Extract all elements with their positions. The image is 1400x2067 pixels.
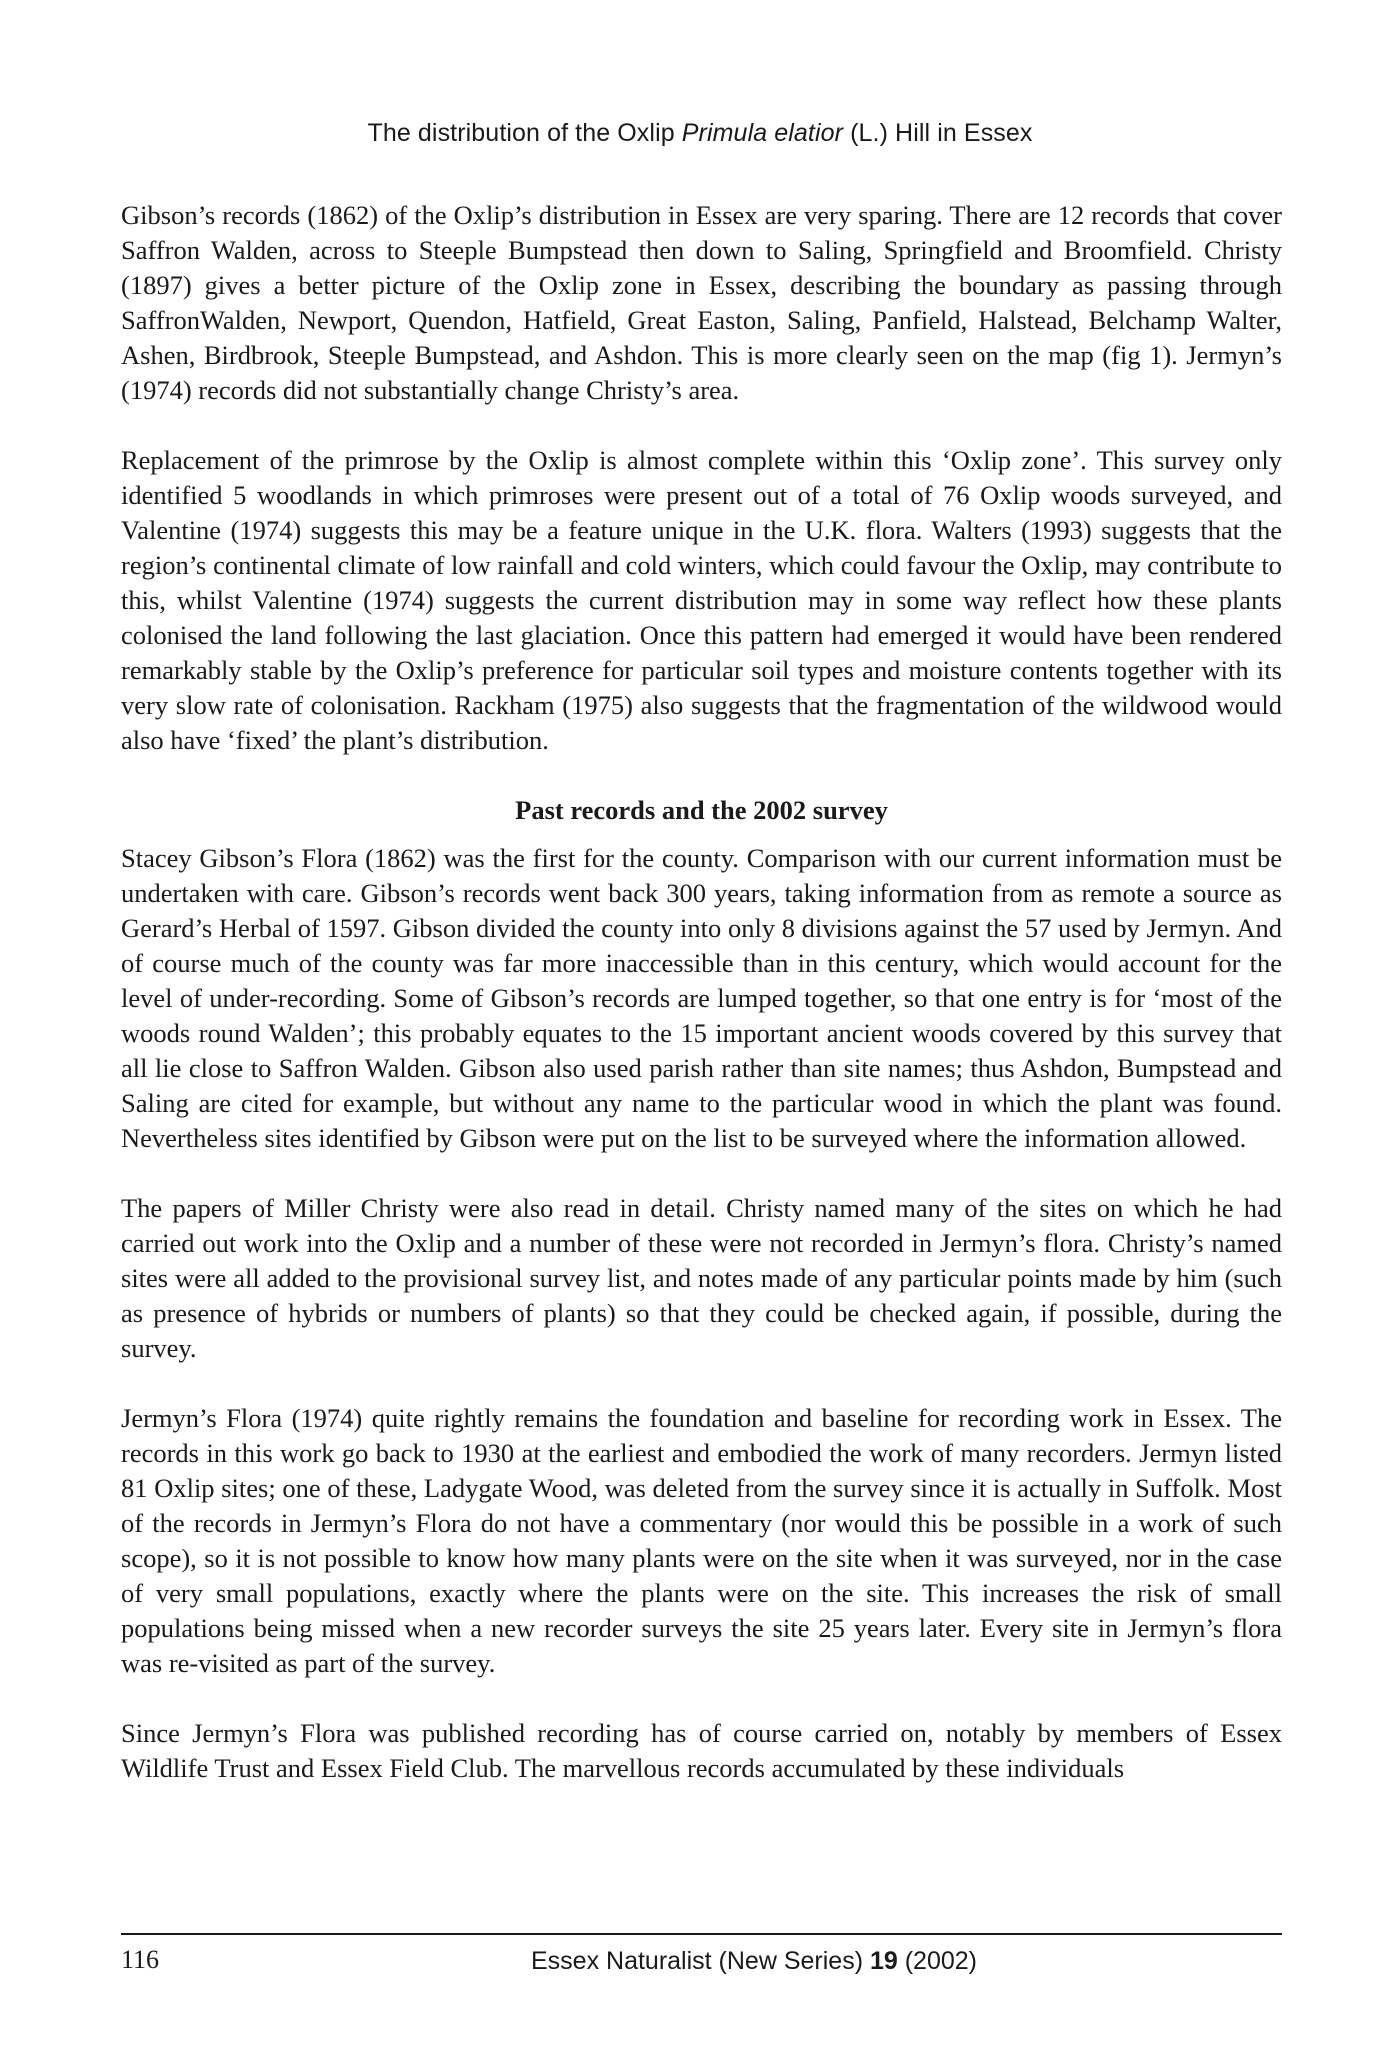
article-body (121, 198, 1282, 1786)
paragraph-miller-christy: The papers of Miller Christy were also read in detail. Christy named many of the sites on which he had carried out work into the Oxlip and a number of these were not recorded in Jermyn’s flora. Christy’s named sites were all added to the provisional survey list, and notes made of any particular points made by him (such as presence of hybrids or numbers of plants) so that they could be checked again, if possible, during the survey. (121, 1193, 1282, 1363)
running-head (0, 116, 1400, 150)
footer-rule (121, 1933, 1282, 1935)
paragraph-jermyn-flora: Jermyn’s Flora (1974) quite rightly remains the foundation and baseline for recording work in Essex. The records in this work go back to 1930 at the earliest and embodied the work of many recorders. Jermyn listed 81 Oxlip sites; one of these, Ladygate Wood, was deleted from the survey since it is actually in Suffolk. Most of the records in Jermyn’s Flora do not have a commentary (nor would this be possible in a work of such scope), so it is not possible to know how many plants were on the site when it was surveyed, nor in the case of very small populations, exactly where the plants were on the site. This increases the risk of small populations being missed when a new recorder surveys the site 25 years later. Every site in Jermyn’s flora was re-visited as part of the survey. (121, 1403, 1282, 1678)
page-number: 116 (121, 1945, 160, 1974)
journal-year: (2002) (897, 1947, 977, 1975)
paragraph-gibson-records: Gibson’s records (1862) of the Oxlip’s distribution in Essex are very sparing. There are 12 records that cover Saffron Walden, across to Steeple Bumpstead then down to Saling, Springfield and Broomfield. Christy (1897) gives a better picture of the Oxlip zone in Essex, describing the boundary as passing through SaffronWalden, Newport, Quendon, Hatfield, Great Easton, Saling, Panfield, Halstead, Belchamp Walter, Ashen, Birdbrook, Steeple Bumpstead, and Ashdon. This is more clearly seen on the map (fig 1). Jermyn’s (1974) records did not substantially change Christy’s area. (121, 200, 1282, 405)
running-head-species: Primula elatior (681, 119, 844, 147)
journal-volume: 19 (869, 1947, 898, 1975)
paragraph-gibson-flora: Stacey Gibson’s Flora (1862) was the first for the county. Comparison with our current information must be undertaken with care. Gibson’s records went back 300 years, taking information from as remote a source as Gerard’s Herbal of 1597. Gibson divided the county into only 8 divisions against the 57 used by Jermyn. And of course much of the county was far more inaccessible than in this century, which would account for the level of under-recording. Some of Gibson’s records are lumped together, so that one entry is for ‘most of the woods round Walden’; this probably equates to the 15 important ancient woods covered by this survey that all lie close to Saffron Walden. Gibson also used parish rather than site names; thus Ashdon, Bumpstead and Saling are cited for example, but without any name to the particular wood in which the plant was found. Nevertheless sites identified by Gibson were put on the list to be surveyed where the information allowed. (121, 843, 1282, 1153)
running-head-authority: (L.) Hill in Essex (843, 119, 1033, 147)
section-heading: Past records and the 2002 survey (515, 795, 888, 825)
running-head-text: The distribution of the Oxlip (367, 119, 682, 147)
paragraph-since-jermyn: Since Jermyn’s Flora was published recording has of course carried on, notably by members of Essex Wildlife Trust and Essex Field Club. The marvellous records accumulated by these individuals (121, 1718, 1282, 1783)
journal-name: Essex Naturalist (New Series) (530, 1947, 870, 1975)
journal-citation (454, 1944, 1054, 1978)
paragraph-primrose-replacement: Replacement of the primrose by the Oxlip is almost complete within this ‘Oxlip zone’. This survey only identified 5 woodlands in which primroses were present out of a total of 76 Oxlip woods surveyed, and Valentine (1974) suggests this may be a feature unique in the U.K. flora. Walters (1993) suggests that the region’s continental climate of low rainfall and cold winters, which could favour the Oxlip, may contribute to this, whilst Valentine (1974) suggests the current distribution may in some way reflect how these plants colonised the land following the last glaciation. Once this pattern had emerged it would have been rendered remarkably stable by the Oxlip’s preference for particular soil types and moisture contents together with its very slow rate of colonisation. Rackham (1975) also suggests that the fragmentation of the wildwood would also have ‘fixed’ the plant’s distribution. (121, 445, 1282, 755)
